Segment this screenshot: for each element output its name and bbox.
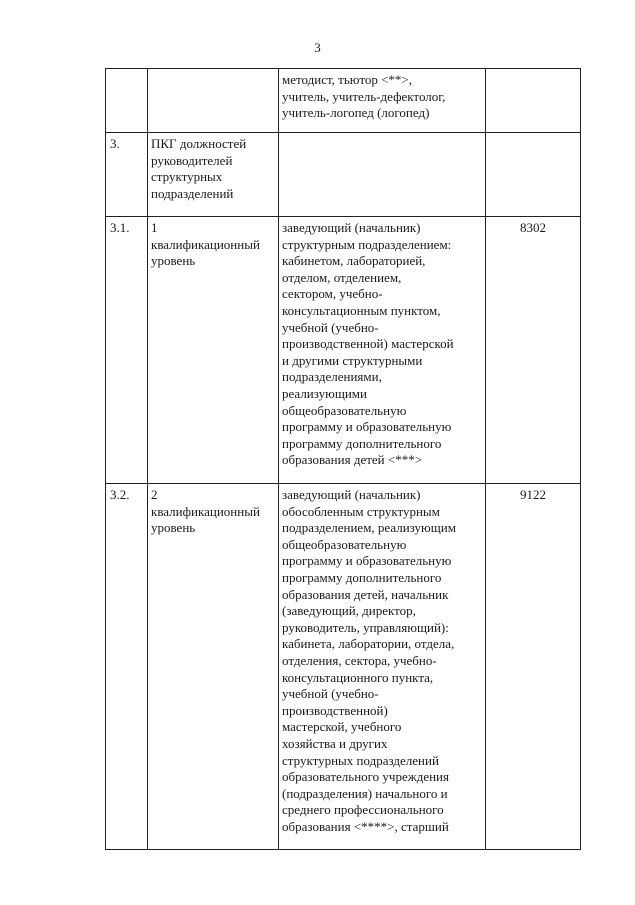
table-row <box>106 484 581 850</box>
row-number-cell <box>106 69 148 133</box>
group-cell: 1 квалификационный уровень <box>148 217 279 484</box>
qualification-table <box>105 68 581 850</box>
page-number: 3 <box>314 40 321 55</box>
positions-cell: методист, тьютор <**>, учитель, учитель-дефектолог, учитель-логопед (логопед) <box>279 69 486 133</box>
row-number-cell: 3.1. <box>106 217 148 484</box>
table-row <box>106 217 581 484</box>
salary-cell: 8302 <box>486 217 581 484</box>
salary-cell <box>486 133 581 217</box>
row-number-cell: 3.2. <box>106 484 148 850</box>
row-number-cell: 3. <box>106 133 148 217</box>
table-row <box>106 133 581 217</box>
group-cell <box>148 69 279 133</box>
positions-cell: заведующий (начальник) структурным подразделением: кабинетом, лабораторией, отделом, отделением, сектором, учебно- консультационным пунктом, учебной (учебно- производственной) мастерской и другими структурными подразделениями, реализующими общеобразовательную программу и образовательную программу дополнительного образования детей <***> <box>279 217 486 484</box>
salary-cell <box>486 69 581 133</box>
table-row <box>106 69 581 133</box>
positions-cell <box>279 133 486 217</box>
group-cell: 2 квалификационный уровень <box>148 484 279 850</box>
group-cell: ПКГ должностей руководителей структурных подразделений <box>148 133 279 217</box>
salary-cell: 9122 <box>486 484 581 850</box>
positions-cell: заведующий (начальник) обособленным структурным подразделением, реализующим общеобразовательную программу и образовательную программу дополнительного образования детей, начальник (заведующий, директор, руководитель, управляющий): кабинета, лаборатории, отдела, отделения, сектора, учебно- консультационного пункта, учебной (учебно- производственной) мастерской, учебного хозяйства и других структурных подразделений образовательного учреждения (подразделения) начального и среднего профессионального образования <****>, старший <box>279 484 486 850</box>
